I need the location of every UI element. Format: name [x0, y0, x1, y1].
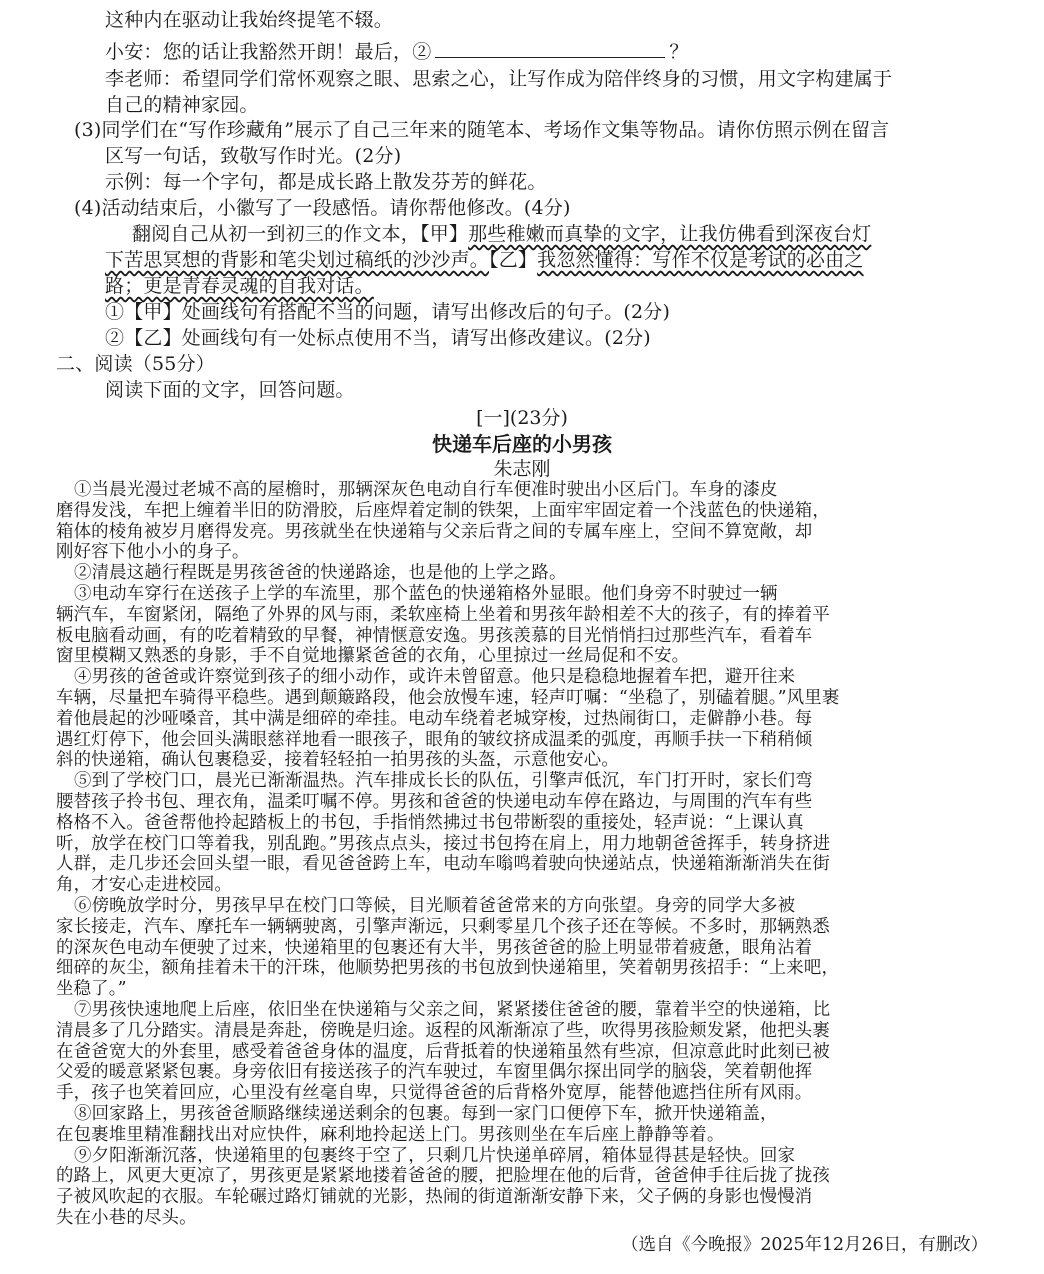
passage-text: 翻阅自己从初一到初三的作文本，【甲】 — [132, 223, 469, 245]
story-author: 朱志刚 — [493, 458, 551, 480]
story-line: 遇红灯停下，他会回头满眼慈祥地看一眼孩子，眼角的皱纹挤成温柔的弧度，再顺手扶一下稍稍倾 — [56, 729, 813, 750]
story-line: 磨得发浅，车把上缠着半旧的防滑胶，后座焊着定制的铁架，上面牢牢固定着一个浅蓝色的快递箱， — [56, 500, 830, 521]
story-line: 清晨多了几分踏实。清晨是奔赴，傍晚是归途。返程的风渐渐凉了些，吹得男孩脸颊发紧，他把头裹 — [56, 1020, 830, 1041]
question-4-prompt: (4)活动结束后，小徽写了一段感悟。请你帮他修改。(4分) — [74, 197, 571, 219]
story-line: 子被风吹起的衣服。车轮碾过路灯铺就的光影，热闹的街道渐渐安静下来，父子俩的身影也慢慢消 — [56, 1187, 813, 1208]
passage-line — [105, 274, 374, 298]
story-line: 听，放学在校门口等着我，别乱跑。”男孩点点头，接过书包挎在肩上，用力地朝爸爸挥手，转身挤进 — [56, 833, 831, 854]
answer-blank[interactable] — [435, 41, 665, 58]
story-line: 细碎的灰尘，额角挂着未干的汗珠，他顺势把男孩的书包放到快递箱里，笑着朝男孩招手：“上来吧， — [56, 958, 840, 979]
sub-question-1: ①【甲】处画线句有搭配不当的问题，请写出修改后的句子。(2分) — [105, 301, 671, 323]
story-line: 手，孩子也笑着回应，心里没有丝毫自卑，只觉得爸爸的后背格外宽厚，能替他遮挡住所有风雨。 — [56, 1083, 813, 1104]
underlined-sentence-jia: 下苦思冥想的背影和笔尖划过稿纸的沙沙声。 — [105, 249, 490, 271]
section-instruction: 阅读下面的文字，回答问题。 — [105, 379, 355, 401]
story-line: 坐稳了。” — [56, 979, 127, 1000]
story-line: 格格不入。爸爸帮他拎起踏板上的书包，手指悄然拂过书包带断裂的重接处，轻声说：“上课认真 — [56, 812, 804, 833]
question-3-prompt: (3)同学们在“写作珍藏角”展示了自己三年来的随笔本、考场作文集等物品。请你仿照示例在留言 — [74, 119, 890, 141]
dialogue-line: 这种内在驱动让我始终提笔不辍。 — [105, 9, 394, 31]
story-line: ②清晨这趟行程既是男孩爸爸的快递路途，也是他的上学之路。 — [74, 563, 567, 584]
story-line: 辆汽车，车窗紧闭，隔绝了外界的风与雨，柔软座椅上坐着和男孩年龄相差不大的孩子，有的捧着平 — [56, 604, 830, 625]
story-line: 的深灰色电动车便驶了过来，快递箱里的包裹还有大半，男孩爸爸的脸上明显带着疲惫，眼角沾着 — [56, 937, 813, 958]
story-line: 板电脑看动画，有的吃着精致的早餐，神情惬意安逸。男孩羡慕的目光悄悄扫过那些汽车，看着车 — [56, 625, 813, 646]
story-line: 人群，走几步还会回头望一眼，看见爸爸跨上车，电动车嗡鸣着驶向快递站点，快递箱渐渐消失在街 — [56, 854, 830, 875]
story-line: 腰替孩子拎书包、理衣角，温柔叮嘱不停。男孩和爸爸的快递电动车停在路边，与周围的汽车有些 — [56, 792, 813, 812]
story-line: 着他晨起的沙哑嗓音，其中满是细碎的牵挂。电动车绕着老城穿梭，过热闹街口，走僻静小巷。每 — [56, 708, 813, 729]
sub-question-2: ②【乙】处画线句有一处标点使用不当，请写出修改建议。(2分) — [105, 327, 651, 349]
dialogue-line: 自己的精神家园。 — [105, 94, 259, 116]
question-mark: ？ — [669, 41, 689, 63]
story-line: 车辆，尽量把车骑得平稳些。遇到颠簸路段，他会放慢车速，轻声叮嘱：“坐稳了，别磕着腿。”风里裹 — [56, 688, 840, 708]
story-line: 刚好容下他小小的身子。 — [56, 542, 250, 563]
story-line: ⑦男孩快速地爬上后座，依旧坐在快递箱与父亲之间，紧紧搂住爸爸的腰，靠着半空的快递箱，比 — [74, 1000, 831, 1020]
story-line: 父爱的暖意紧紧包裹。身旁依旧有接送孩子的汽车驶过，车窗里偶尔探出同学的脑袋，笑着朝他挥 — [56, 1062, 813, 1083]
story-line: 的路上，风更大更凉了，男孩更是紧紧地搂着爸爸的腰，把脸埋在他的后背，爸爸伸手往后拢了拢孩 — [56, 1166, 830, 1187]
story-line: ⑨夕阳渐渐沉落，快递箱里的包裹终于空了，只剩几片快递单碎屑，箱体显得甚是轻快。回家 — [74, 1145, 796, 1166]
story-line: ④男孩的爸爸或许察觉到孩子的细小动作，或许未曾留意。他只是稳稳地握着车把，避开往来 — [74, 667, 796, 688]
story-line: 在爸爸宽大的外套里，感受着爸爸身体的温度，后背抵着的快递箱虽然有些凉，但凉意此时此刻已被 — [56, 1041, 830, 1062]
marker-yi: 【乙】 — [489, 249, 538, 271]
part-label: [一](23分) — [476, 407, 568, 429]
source-citation: （选自《今晚报》2025年12月26日，有删改） — [621, 1234, 988, 1255]
story-line: 斜的快递箱，确认包裹稳妥，接着轻轻拍一拍男孩的头盔，示意他安心。 — [56, 750, 619, 771]
passage-line — [132, 222, 871, 246]
story-line: ①当晨光漫过老城不高的屋檐时，那辆深灰色电动自行车便准时驶出小区后门。车身的漆皮 — [74, 480, 778, 500]
underlined-sentence-yi: 我忽然懂得：写作不仅是考试的必由之 — [537, 249, 864, 271]
story-line: 家长接走，汽车、摩托车一辆辆驶离，引擎声渐远，只剩零星几个孩子还在等候。不多时，那辆熟悉 — [56, 916, 830, 937]
story-line: 箱体的棱角被岁月磨得发亮。男孩就坐在快递箱与父亲后背之间的专属车座上，空间不算宽敞，却 — [56, 521, 813, 542]
underlined-sentence-jia: 那些稚嫩而真挚的文字，让我仿佛看到深夜台灯 — [468, 223, 872, 245]
story-line: 失在小巷的尽头。 — [56, 1208, 197, 1228]
dialogue-text: 小安：您的话让我豁然开朗！最后，② — [105, 41, 432, 63]
passage-line — [105, 248, 864, 272]
story-line: ⑤到了学校门口，晨光已渐渐温热。汽车排成长长的队伍，引擎声低沉，车门打开时，家长们弯 — [74, 771, 813, 792]
section-heading: 二、阅读（55分） — [56, 353, 215, 375]
story-line: 窗里模糊又熟悉的身影，手不自觉地攥紧爸爸的衣角，心里掠过一丝局促和不安。 — [56, 646, 690, 667]
story-line: ③电动车穿行在送孩子上学的车流里，那个蓝色的快递箱格外显眼。他们身旁不时驶过一辆 — [74, 584, 778, 604]
story-title: 快递车后座的小男孩 — [432, 432, 612, 456]
dialogue-line: 李老师：希望同学们常怀观察之眼、思索之心，让写作成为陪伴终身的习惯，用文字构建属于 — [105, 68, 893, 90]
story-line: 在包裹堆里精准翻找出对应快件，麻利地拎起送上门。男孩则坐在车后座上静静等着。 — [56, 1124, 725, 1145]
story-line: ⑥傍晚放学时分，男孩早早在校门口等候，目光顺着爸爸常来的方向张望。身旁的同学大多被 — [74, 896, 796, 916]
question-3-prompt: 区写一句话，致敬写作时光。(2分) — [105, 145, 402, 167]
story-line: ⑧回家路上，男孩爸爸顺路继续递送剩余的包裹。每到一家门口便停下车，掀开快递箱盖， — [74, 1104, 778, 1124]
underlined-sentence-yi: 路；更是青春灵魂的自我对话。 — [105, 275, 374, 297]
dialogue-line — [105, 40, 689, 64]
question-3-example: 示例：每一个字句，都是成长路上散发芬芳的鲜花。 — [105, 171, 547, 193]
story-line: 角，才安心走进校园。 — [56, 875, 232, 896]
